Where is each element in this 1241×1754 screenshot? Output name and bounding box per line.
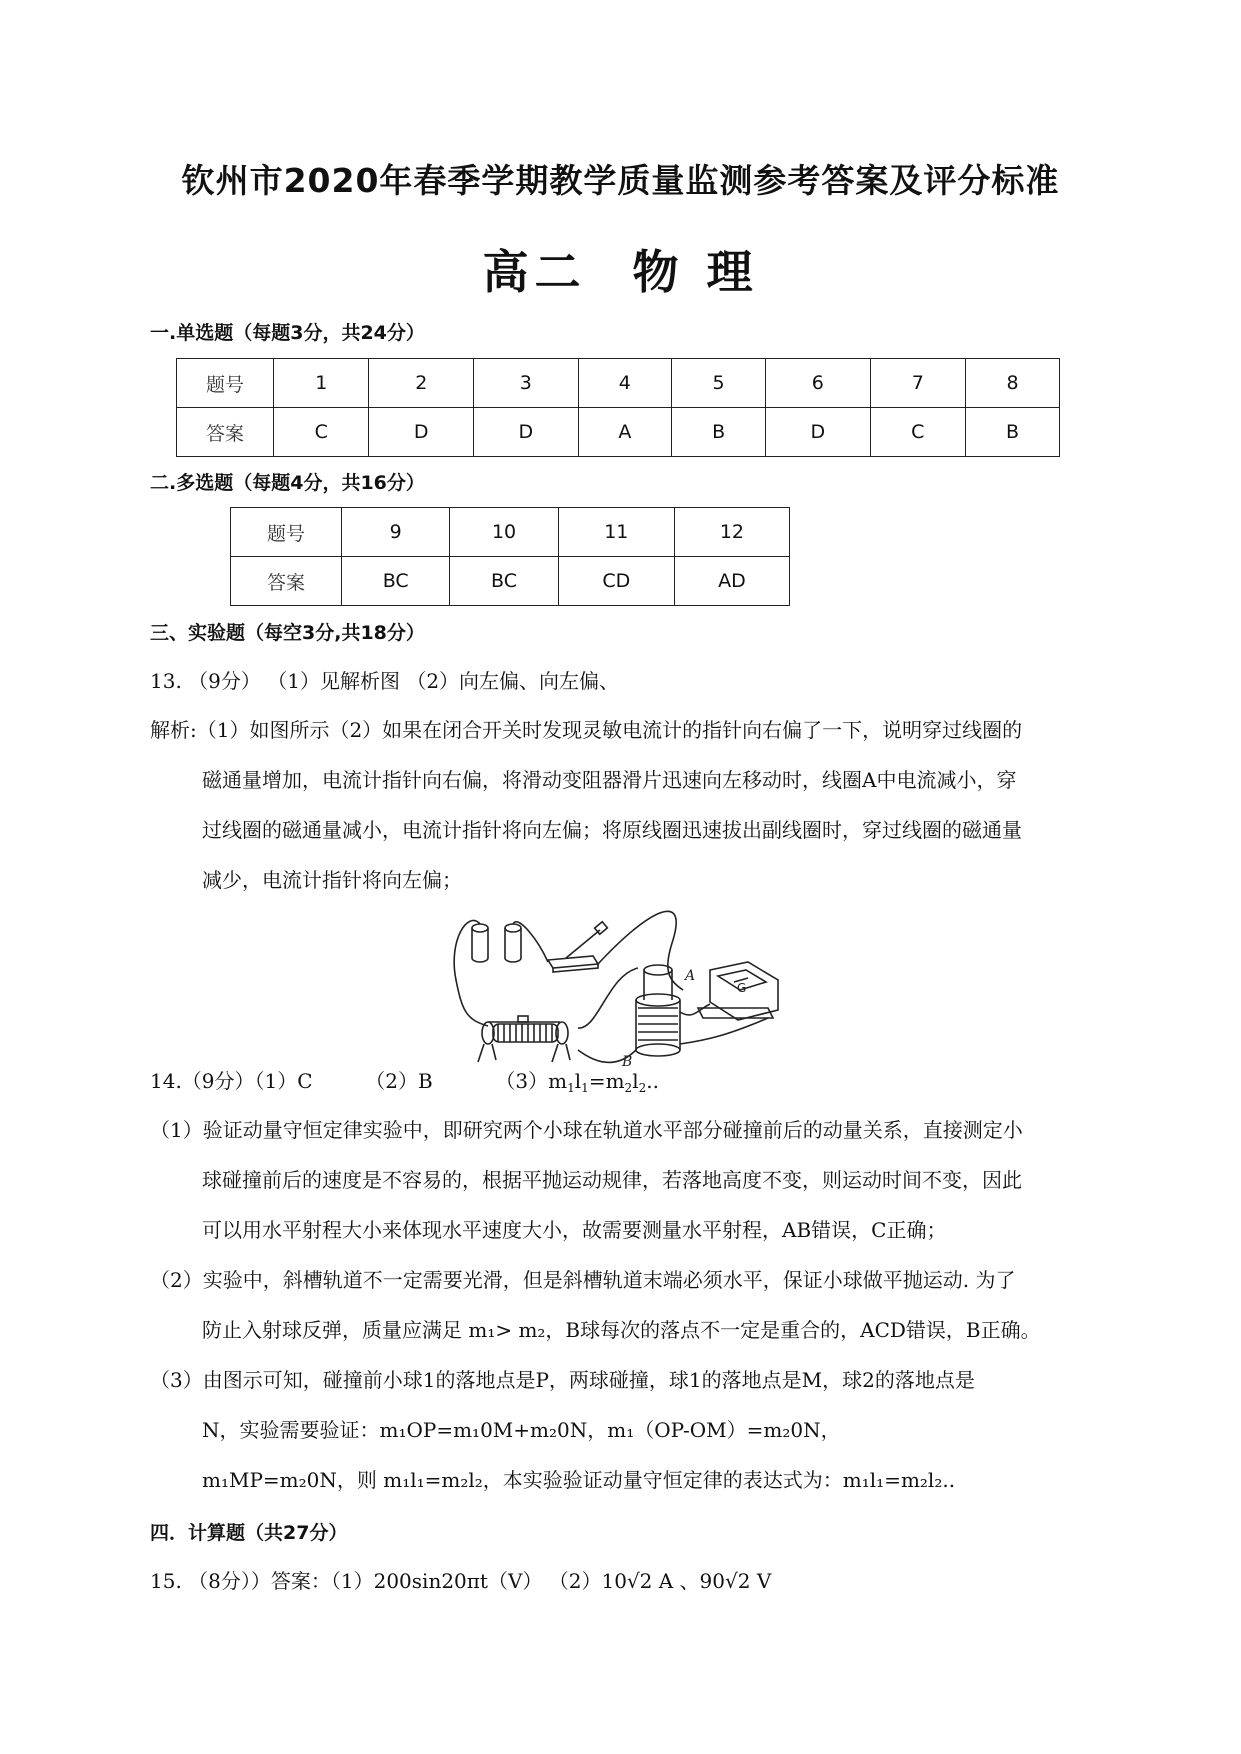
table-cell: A bbox=[578, 408, 672, 457]
table-cell: BC bbox=[342, 557, 450, 606]
table-cell: D bbox=[474, 408, 579, 457]
single-choice-table bbox=[176, 358, 1060, 457]
table-row bbox=[231, 508, 790, 557]
galvanometer-label: G bbox=[737, 981, 747, 995]
table-cell: 3 bbox=[474, 359, 579, 408]
document-title: 钦州市2020年春季学期教学质量监测参考答案及评分标准 bbox=[181, 161, 1060, 200]
row-label-number: 题号 bbox=[177, 359, 274, 408]
table-row bbox=[177, 408, 1060, 457]
q14-p1-line: 球碰撞前后的速度是不容易的，根据平抛运动规律，若落地高度不变，则运动时间不变，因此 bbox=[202, 1168, 1022, 1192]
table-cell: 1 bbox=[274, 359, 369, 408]
q14-p2-line: 防止入射球反弹，质量应满足 m₁> m₂，B球每次的落点不一定是重合的，ACD错误，B正确。 bbox=[202, 1318, 1041, 1342]
table-cell: 10 bbox=[450, 508, 558, 557]
table-cell: D bbox=[766, 408, 871, 457]
subtitle-grade: 高二 bbox=[482, 245, 587, 299]
q14-part3: $(3)m_1l_1=m_2l_2$.. bbox=[495, 1069, 659, 1095]
table-row bbox=[231, 557, 790, 606]
q13-analysis-line: 磁通量增加，电流计指针向右偏，将滑动变阻器滑片迅速向左移动时，线圈A中电流减小，穿 bbox=[202, 768, 1017, 792]
document-subtitle bbox=[0, 236, 1241, 302]
table-cell: C bbox=[274, 408, 369, 457]
q14-header bbox=[150, 1068, 659, 1094]
q13-analysis-line: 减少，电流计指针将向左偏； bbox=[202, 868, 462, 892]
section4-heading: 四．计算题（共27分） bbox=[150, 1522, 348, 1544]
q14-p1-line: 可以用水平射程大小来体现水平速度大小，故需要测量水平射程，AB错误，C正确； bbox=[202, 1218, 947, 1242]
table-cell: CD bbox=[558, 557, 674, 606]
subtitle-subject: 物 理 bbox=[632, 245, 759, 299]
section3-heading: 三、实验题（每空3分,共18分） bbox=[150, 622, 425, 644]
table-cell: 9 bbox=[342, 508, 450, 557]
multi-choice-table bbox=[230, 507, 790, 606]
q13-analysis-line: 过线圈的磁通量减小，电流计指针将向左偏；将原线圈迅速拔出副线圈时，穿过线圈的磁通量 bbox=[202, 818, 1022, 842]
table-cell: B bbox=[672, 408, 766, 457]
q15-answer: 15. （8分））答案：（1）200sin20πt（V） （2）10√2 A 、90√2 V bbox=[150, 1569, 772, 1593]
q14-p3-line: （3）由图示可知，碰撞前小球1的落地点是P，两球碰撞，球1的落地点是M，球2的落地点是 bbox=[150, 1368, 975, 1392]
q14-p3-line: m₁MP=m₂0N，则 m₁l₁=m₂l₂，本实验验证动量守恒定律的表达式为：m₁l₁=m₂l₂.. bbox=[202, 1468, 956, 1492]
q14-p3-line: N，实验需要验证：m₁OP=m₁0M+m₂0N，m₁（OP-OM）=m₂0N， bbox=[202, 1418, 841, 1442]
section2-heading: 二.多选题（每题4分，共16分） bbox=[150, 472, 425, 494]
q13-analysis-line: 解析:（1）如图所示（2）如果在闭合开关时发现灵敏电流计的指针向右偏了一下，说明穿过线圈的 bbox=[150, 718, 1023, 742]
q14-p1-line: （1）验证动量守恒定律实验中，即研究两个小球在轨道水平部分碰撞前后的动量关系，直接测定小 bbox=[150, 1118, 1023, 1142]
row-label-answer: 答案 bbox=[231, 557, 342, 606]
section1-heading: 一.单选题（每题3分，共24分） bbox=[150, 322, 425, 344]
table-cell: D bbox=[369, 408, 474, 457]
table-cell: 6 bbox=[766, 359, 871, 408]
q14-part1: 14.（9分）（1）C bbox=[150, 1069, 313, 1093]
row-label-number: 题号 bbox=[231, 508, 342, 557]
circuit-diagram bbox=[448, 900, 793, 1070]
row-label-answer: 答案 bbox=[177, 408, 274, 457]
q13-header: 13. （9分） （1）见解析图 （2）向左偏、向左偏、 bbox=[150, 669, 620, 693]
table-cell: 7 bbox=[870, 359, 965, 408]
table-cell: AD bbox=[674, 557, 789, 606]
q14-p2-line: （2）实验中，斜槽轨道不一定需要光滑，但是斜槽轨道末端必须水平，保证小球做平抛运动. 为了 bbox=[150, 1268, 1016, 1292]
table-cell: BC bbox=[450, 557, 558, 606]
table-row bbox=[177, 359, 1060, 408]
table-cell: 5 bbox=[672, 359, 766, 408]
table-cell: 2 bbox=[369, 359, 474, 408]
coil-a-label: A bbox=[685, 968, 696, 984]
table-cell: 4 bbox=[578, 359, 672, 408]
coil-b-label: B bbox=[622, 1054, 633, 1070]
table-cell: 11 bbox=[558, 508, 674, 557]
table-cell: 12 bbox=[674, 508, 789, 557]
table-cell: B bbox=[966, 408, 1060, 457]
table-cell: 8 bbox=[966, 359, 1060, 408]
q14-part2: （2）B bbox=[365, 1069, 433, 1093]
table-cell: C bbox=[870, 408, 965, 457]
